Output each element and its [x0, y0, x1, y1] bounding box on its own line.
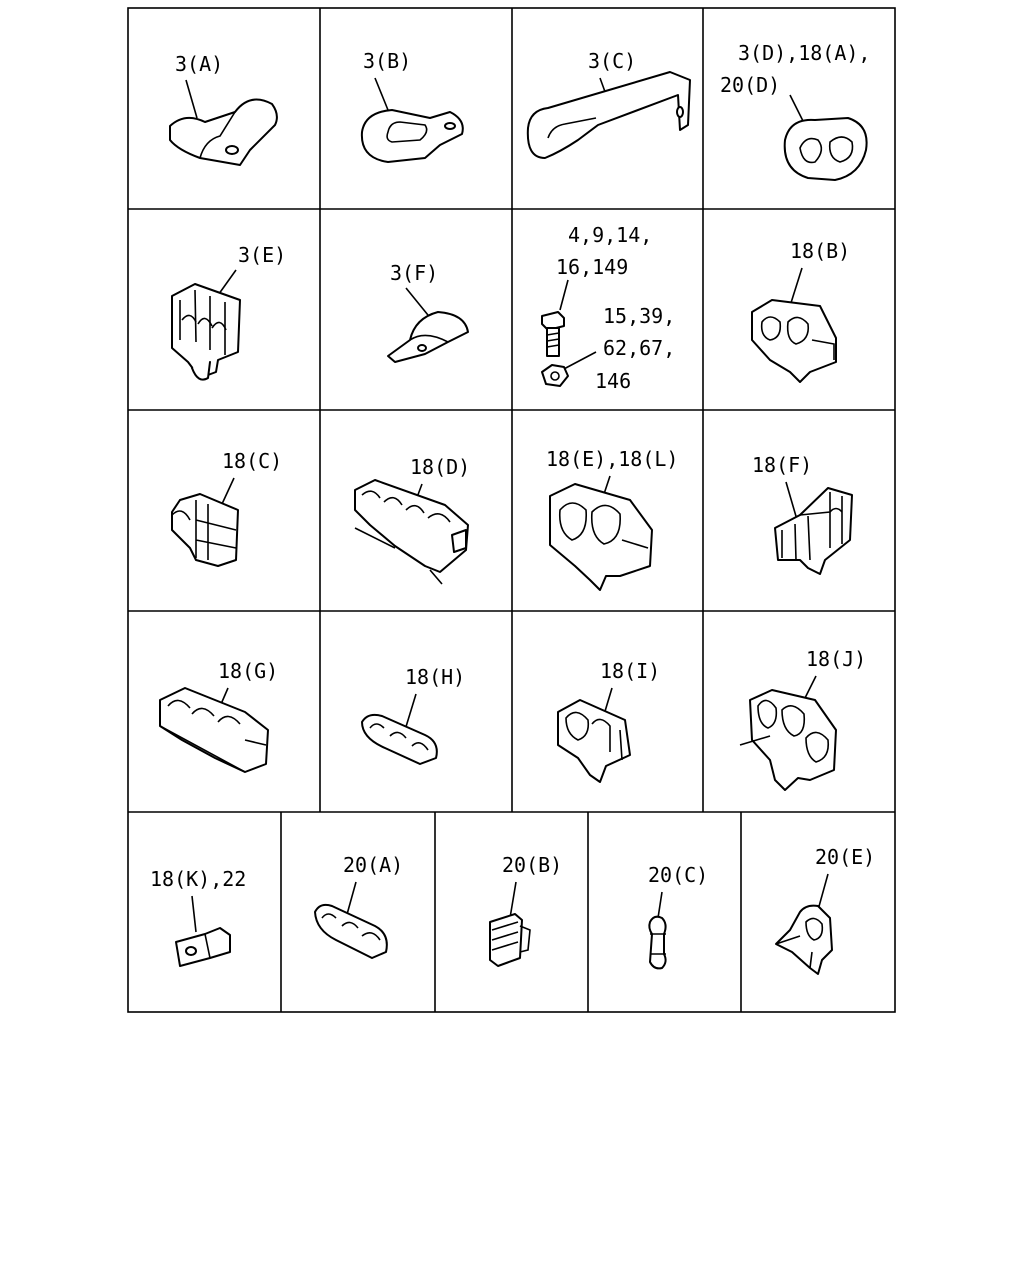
clip-20c-icon	[649, 917, 666, 969]
part-label: 3(A)	[175, 52, 224, 76]
part-label: 62,67,	[603, 336, 676, 360]
clip-18j-icon	[740, 690, 836, 790]
part-label: 20(C)	[648, 863, 709, 887]
part-label: 18(K),22	[150, 867, 247, 891]
nut-icon	[542, 365, 568, 386]
clip-20a-icon	[315, 905, 387, 958]
part-label: 146	[595, 369, 632, 393]
clip-3d-icon	[785, 118, 867, 180]
cell-20e	[776, 845, 875, 974]
part-label: 4,9,14,	[568, 223, 653, 247]
part-label: 3(F)	[390, 261, 439, 285]
clip-18c-icon	[172, 494, 238, 566]
part-label: 20(E)	[815, 845, 876, 869]
part-label: 18(G)	[218, 659, 279, 683]
part-label: 20(B)	[502, 853, 563, 877]
part-label: 20(D)	[720, 73, 781, 97]
clip-3e-icon	[172, 284, 240, 380]
cell-bolt-nut	[542, 223, 675, 393]
cell-20c	[648, 863, 708, 968]
cell-18b	[752, 239, 850, 382]
cell-18d	[355, 455, 470, 584]
cell-3b	[362, 49, 463, 162]
part-label: 18(I)	[600, 659, 661, 683]
clip-18b-icon	[752, 300, 836, 382]
cell-3a	[170, 52, 277, 165]
cell-3d	[720, 41, 870, 180]
clip-18g-icon	[160, 688, 268, 772]
part-label: 15,39,	[603, 304, 676, 328]
clip-20e-icon	[776, 906, 832, 974]
part-label: 16,149	[556, 255, 629, 279]
cell-18k	[150, 867, 246, 966]
cell-18h	[362, 665, 465, 764]
cell-20b	[490, 853, 562, 966]
clip-18e-icon	[550, 484, 652, 590]
part-label: 3(E)	[238, 243, 287, 267]
clip-18f-icon	[775, 488, 852, 574]
part-label: 18(J)	[806, 647, 867, 671]
cell-18e	[546, 447, 678, 590]
cell-18i	[558, 659, 660, 782]
clip-18i-icon	[558, 700, 630, 782]
part-label: 18(E),18(L)	[546, 447, 679, 471]
clip-18h-icon	[362, 715, 437, 764]
cell-3f	[388, 261, 468, 362]
bracket-3c-icon	[528, 72, 690, 158]
part-label: 20(A)	[343, 853, 404, 877]
cell-18j	[740, 647, 866, 790]
part-label: 18(B)	[790, 239, 851, 263]
cell-3c	[528, 49, 690, 158]
part-label: 18(C)	[222, 449, 283, 473]
part-label: 18(D)	[410, 455, 471, 479]
cell-18c	[172, 449, 282, 566]
clip-18d-icon	[355, 480, 468, 584]
cell-18g	[160, 659, 278, 772]
bracket-18k-icon	[176, 928, 230, 966]
part-label: 18(F)	[752, 453, 813, 477]
cell-20a	[315, 853, 403, 958]
part-label: 3(B)	[363, 49, 412, 73]
part-label: 3(D),18(A),	[738, 41, 871, 65]
clip-3a-icon	[170, 100, 277, 166]
part-label: 18(H)	[405, 665, 466, 689]
clip-3f-icon	[388, 312, 468, 362]
cell-18f	[752, 453, 852, 574]
clip-3b-icon	[362, 110, 463, 162]
clip-20b-icon	[490, 914, 530, 966]
cell-3e	[172, 243, 286, 380]
bolt-icon	[542, 312, 564, 356]
part-label: 3(C)	[588, 49, 637, 73]
